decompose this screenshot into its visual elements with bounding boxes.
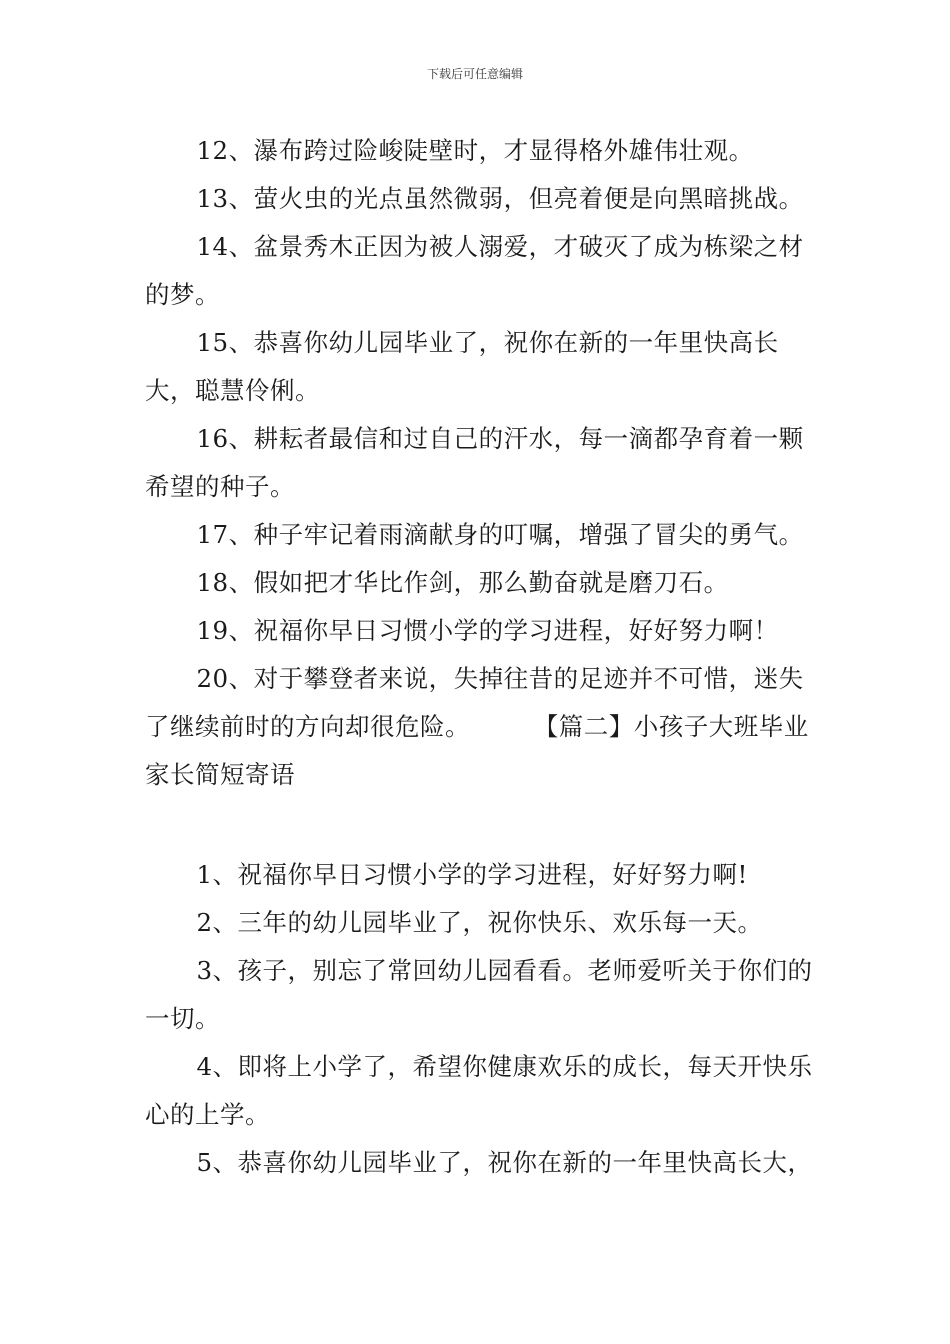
paragraph-20-text: 20、对于攀登者来说，失掉往昔的足迹并不可惜，迷失了继续前时的方向却很危险。	[145, 664, 804, 741]
paragraph-20	[145, 655, 817, 799]
paragraph-13: 13、萤火虫的光点虽然微弱，但亮着便是向黑暗挑战。	[196, 184, 804, 213]
page-header: 下载后可任意编辑	[426, 67, 523, 81]
paragraph-17: 17、种子牢记着雨滴献身的叮嘱，增强了冒尖的勇气。	[196, 520, 804, 549]
paragraph-15: 15、恭喜你幼儿园毕业了，祝你在新的一年里快高长大，聪慧伶俐。	[145, 328, 779, 405]
paragraph-4: 4、即将上小学了，希望你健康欢乐的成长，每天开快乐心的上学。	[145, 1052, 813, 1129]
section-spacer	[145, 799, 817, 851]
paragraph-5: 5、恭喜你幼儿园毕业了，祝你在新的一年里快高长大，	[196, 1148, 813, 1177]
paragraph-1: 1、祝福你早日习惯小学的学习进程，好好努力啊!	[196, 860, 748, 889]
paragraph-18: 18、假如把才华比作剑，那么勤奋就是磨刀石。	[196, 568, 729, 597]
paragraph-12: 12、瀑布跨过险峻陡壁时，才显得格外雄伟壮观。	[196, 136, 754, 165]
paragraph-2: 2、三年的幼儿园毕业了，祝你快乐、欢乐每一天。	[196, 908, 763, 937]
document-body	[145, 127, 817, 1187]
paragraph-16: 16、耕耘者最信和过自己的汗水，每一滴都孕育着一颗希望的种子。	[145, 424, 804, 501]
paragraph-3: 3、孩子，别忘了常回幼儿园看看。老师爱听关于你们的一切。	[145, 956, 813, 1033]
paragraph-19: 19、祝福你早日习惯小学的学习进程，好好努力啊！	[196, 616, 779, 645]
paragraph-14: 14、盆景秀木正因为被人溺爱，才破灭了成为栋梁之材的梦。	[145, 232, 804, 309]
section-heading-part-two: 【篇二】小孩子大班毕业家长简短寄语	[145, 712, 809, 789]
